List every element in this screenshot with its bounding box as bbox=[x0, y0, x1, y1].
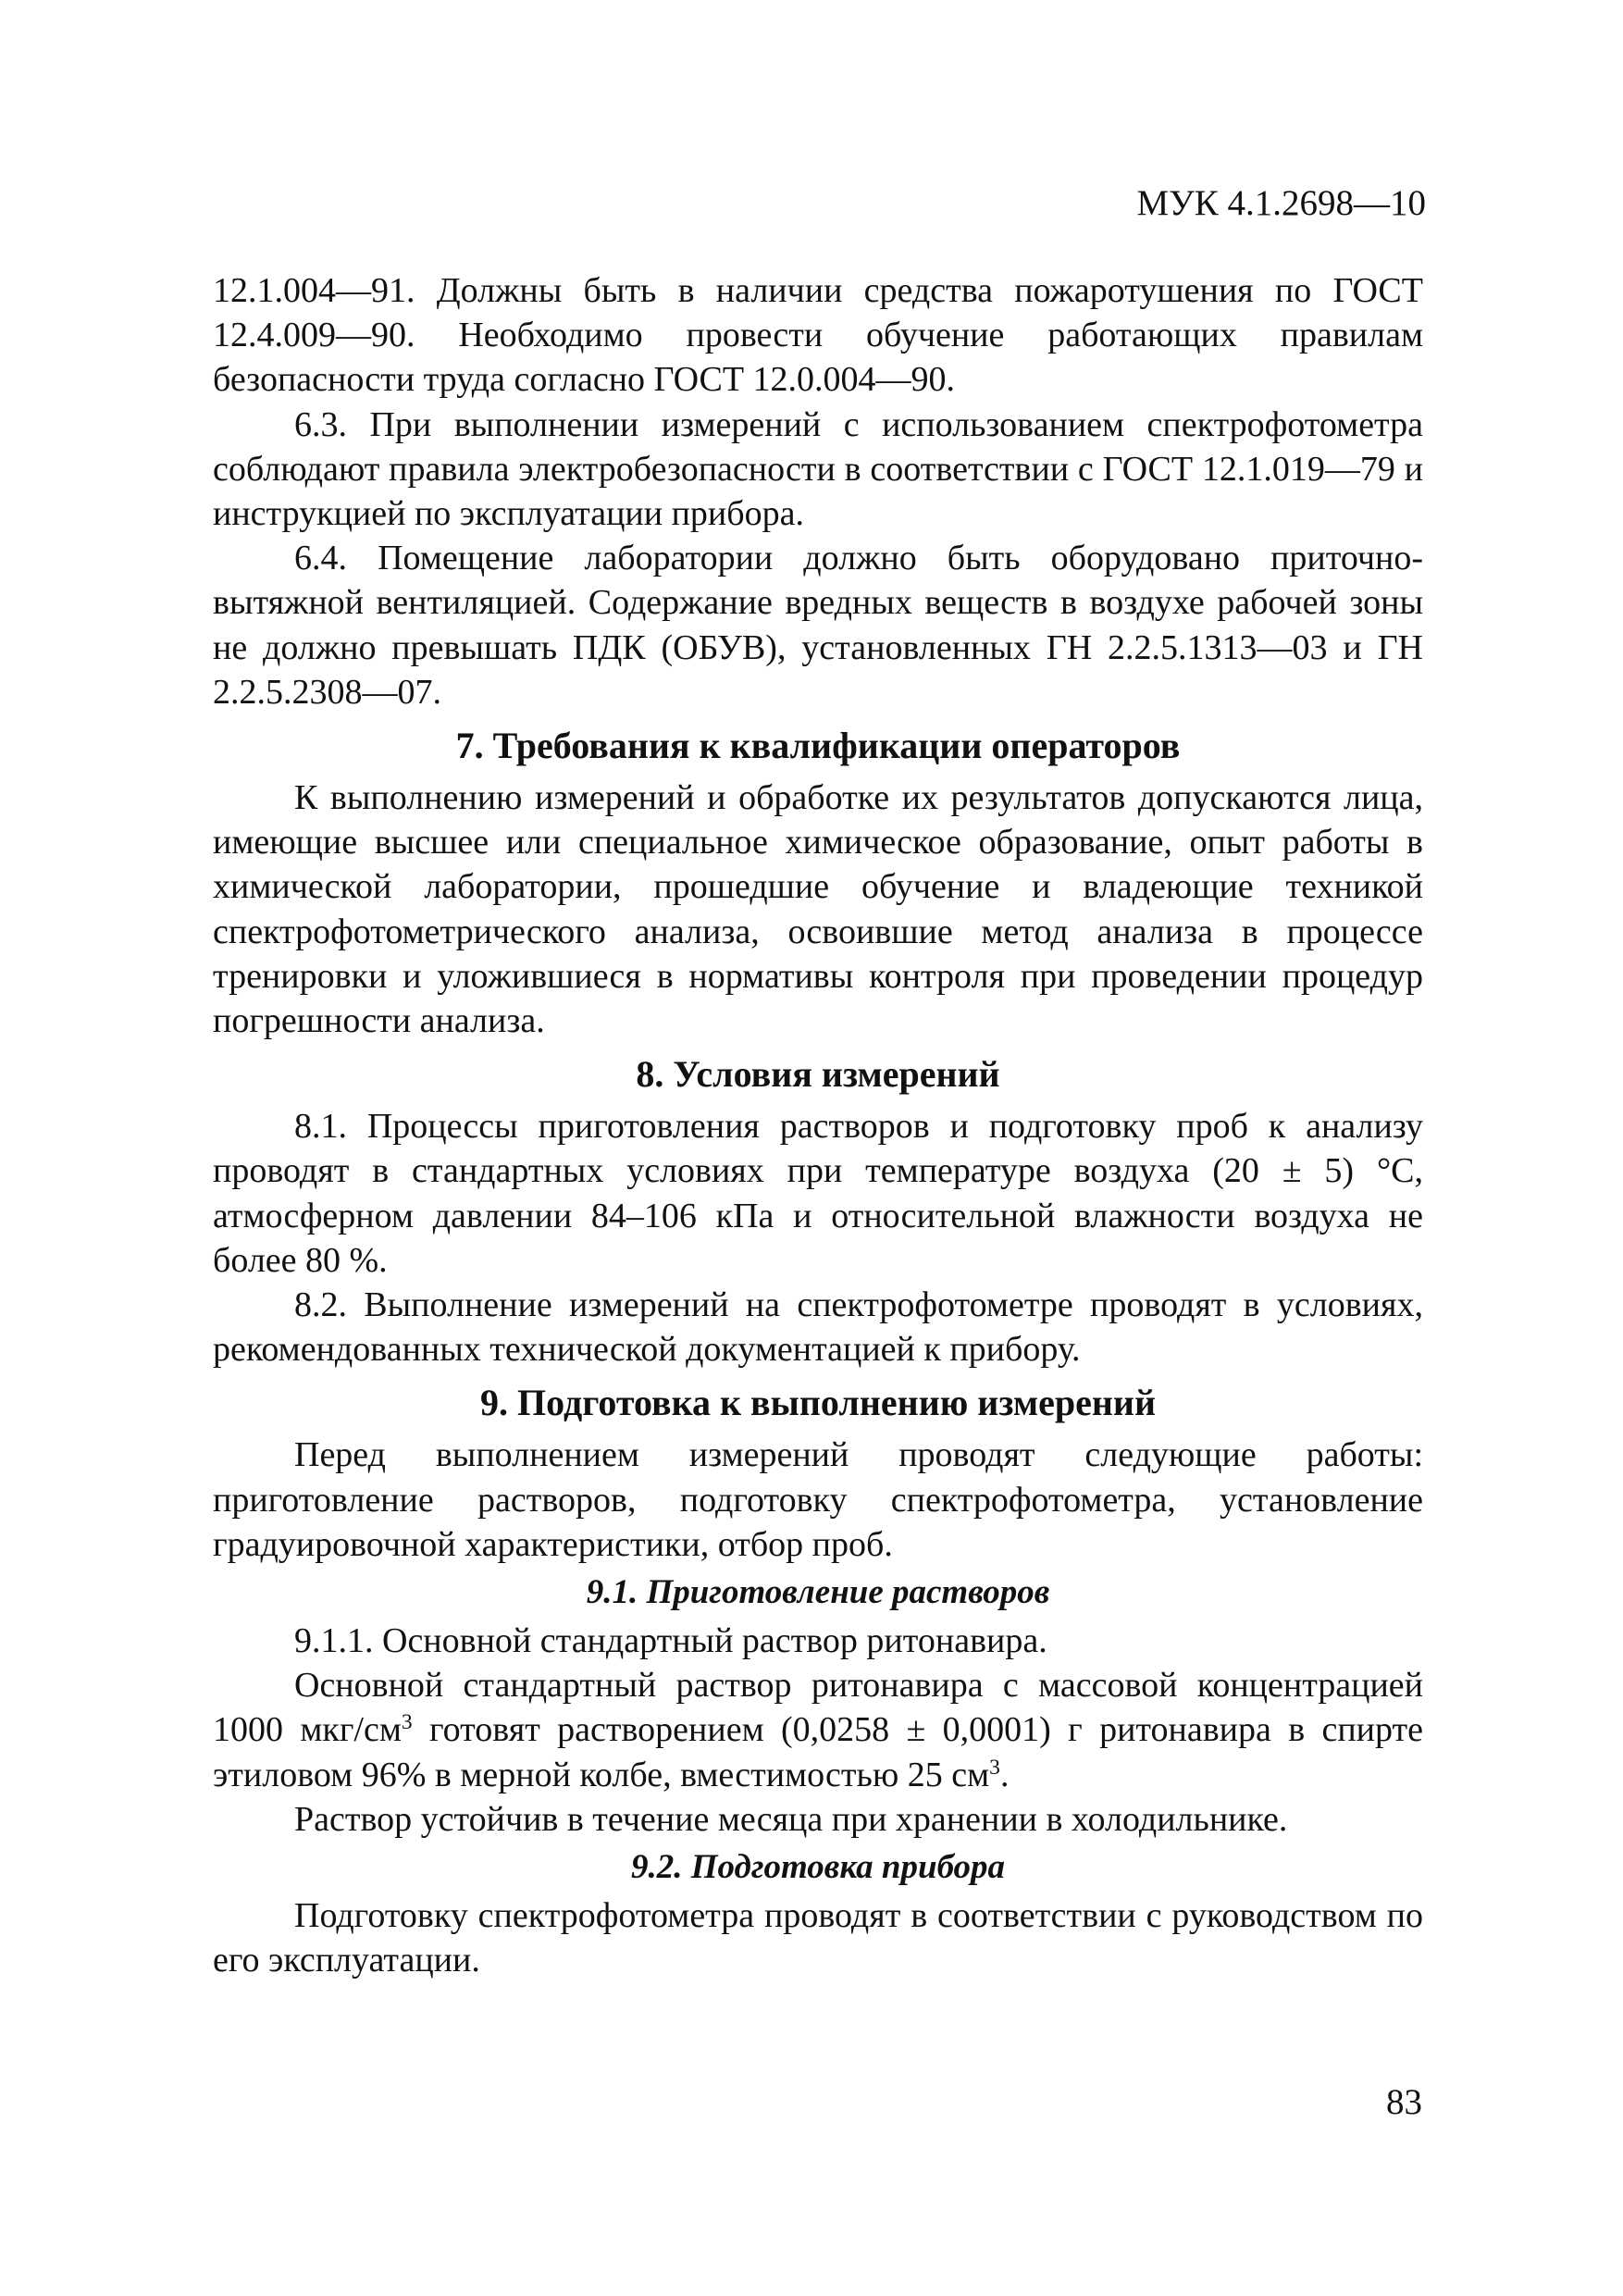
paragraph-6-3: 6.3. При выполнении измерений с использованием спектрофотометра соблюдают правила электробезопасности в соответствии с ГОСТ 12.1.019—79 и инструкцией по эксплуатации прибора. bbox=[213, 404, 1423, 534]
superscript-cubic-2: 3 bbox=[989, 1755, 1000, 1780]
paragraph-safety-continued: 12.1.004—91. Должны быть в наличии средства пожаротушения по ГОСТ 12.4.009—90. Необходимо провести обучение работающих правилам безопасности труда согласно ГОСТ 12.0.004—90. bbox=[213, 271, 1423, 400]
document-code: МУК 4.1.2698—10 bbox=[1136, 183, 1426, 223]
paragraph-8-1: 8.1. Процессы приготовления растворов и подготовку проб к анализу проводят в стандартных условиях при температуре воздуха (20 ± 5) °С, атмосферном давлении 84–106 кПа и относительной влажности воздуха не более 80 %. bbox=[213, 1107, 1423, 1280]
paragraph-stock-solution bbox=[213, 1663, 1423, 1797]
subsection-9-2-heading: 9.2. Подготовка прибора bbox=[630, 1848, 1006, 1887]
page-content bbox=[213, 268, 1423, 1983]
section-9-heading: 9. Подготовка к выполнению измерений bbox=[480, 1382, 1156, 1424]
subsection-9-1-heading: 9.1. Приготовление растворов bbox=[586, 1573, 1050, 1612]
stock-solution-text-c: . bbox=[999, 1755, 1010, 1794]
section-7-heading: 7. Требования к квалификации операторов bbox=[455, 725, 1181, 767]
paragraph-preparation-intro: Перед выполнением измерений проводят следующие работы: приготовление растворов, подготовку спектрофотометра, установление градуировочной характеристики, отбор проб. bbox=[213, 1435, 1423, 1564]
stock-solution-text-b: готовят растворением (0,0258 ± 0,0001) г ритонавира в спирте этиловом 96% в мерной колбе, вместимостью 25 см bbox=[213, 1710, 1423, 1794]
paragraph-6-4: 6.4. Помещение лаборатории должно быть оборудовано приточно-вытяжной вентиляцией. Содержание вредных веществ в воздухе рабочей зоны не должно превышать ПДК (ОБУВ), установленных ГН 2.2.5.1313—03 и ГН 2.2.5.2308—07. bbox=[213, 539, 1423, 712]
page-number: 83 bbox=[1386, 2082, 1422, 2122]
paragraph-8-2: 8.2. Выполнение измерений на спектрофотометре проводят в условиях, рекомендованных технической документацией к прибору. bbox=[213, 1285, 1423, 1370]
paragraph-solution-stability: Раствор устойчив в течение месяца при хранении в холодильнике. bbox=[294, 1799, 1288, 1839]
section-8-heading: 8. Условия измерений bbox=[636, 1053, 1000, 1096]
paragraph-9-1-1: 9.1.1. Основной стандартный раствор ритонавира. bbox=[294, 1621, 1047, 1661]
superscript-cubic-1: 3 bbox=[401, 1710, 413, 1735]
paragraph-instrument-preparation: Подготовку спектрофотометра проводят в соответствии с руководством по его эксплуатации. bbox=[213, 1896, 1423, 1980]
stock-solution-text-a: Основной стандартный раствор ритонавира с массовой концентрацией 1000 мкг/см bbox=[213, 1666, 1423, 1750]
paragraph-operator-qualification: К выполнению измерений и обработке их результатов допускаются лица, имеющие высшее или специальное химическое образование, опыт работы в химической лаборатории, прошедшие обучение и владеющие техникой спектрофотометрического анализа, освоившие метод анализа в процессе тренировки и уложившиеся в нормативы контроля при проведении процедур погрешности анализа. bbox=[213, 778, 1423, 1041]
